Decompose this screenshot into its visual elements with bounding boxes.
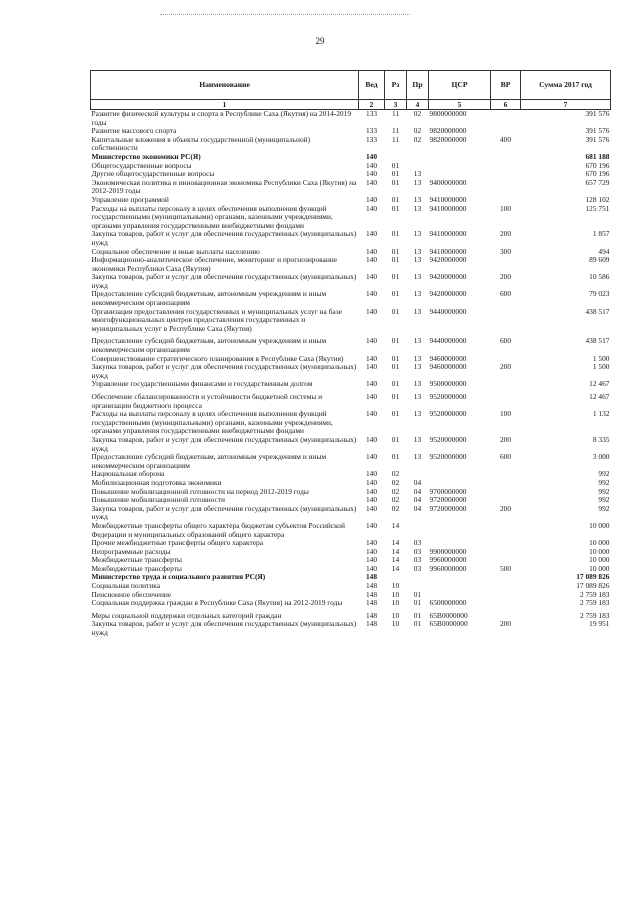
cell-rz: 01	[391, 169, 400, 179]
cell-rz: 01	[391, 306, 400, 316]
cell-name: Министерство экономики РС(Я)	[91, 151, 201, 161]
cell-csr: 9440000000	[429, 336, 467, 346]
cell-sum: 3 000	[592, 452, 610, 462]
cell-pr: 13	[413, 362, 422, 372]
cell-sum: 8 335	[592, 434, 610, 444]
cell-vr	[491, 522, 521, 539]
cell-sum: 657 729	[585, 177, 610, 187]
cell-vr	[491, 591, 521, 600]
cell-sum: 10 000	[589, 520, 610, 530]
cell-rz: 01	[391, 272, 400, 282]
cell-csr: 9960000000	[429, 563, 467, 573]
cell-rz: 01	[391, 194, 400, 204]
cell-ved: 140	[365, 255, 378, 265]
cell-name: Экономическая политика и инновационная экономика Республики Саха (Якутия) на 2012-2019 годы	[91, 177, 357, 196]
cell-ved: 140	[365, 495, 378, 505]
cell-name: Социальная политика	[91, 581, 161, 591]
cell-pr: 01	[413, 619, 422, 629]
cell-rz: 14	[391, 520, 400, 530]
cell-pr: 13	[413, 246, 422, 256]
cell-rz: 10	[391, 619, 400, 629]
cell-sum: 391 576	[585, 134, 610, 144]
cell-pr: 13	[413, 289, 422, 299]
cell-ved: 140	[365, 194, 378, 204]
cell-vr: 400	[499, 134, 512, 144]
cell-name: Управление программой	[91, 194, 169, 204]
cell-sum: 1 857	[592, 229, 610, 239]
cell-csr: 9420000000	[429, 289, 467, 299]
cell-sum: 10 000	[589, 563, 610, 573]
cell-rz: 02	[391, 495, 400, 505]
cell-vr: 200	[499, 503, 512, 513]
cell-ved: 140	[365, 203, 378, 213]
cell-sum: 1 500	[592, 362, 610, 372]
cell-name: Повышение мобилизационной готовности	[91, 495, 226, 505]
cell-csr: 9410000000	[429, 229, 467, 239]
cell-pr: 04	[413, 477, 422, 487]
cell-name: Организация предоставления государственных и муниципальных услуг на базе многофункциональных центров предоставления государственных и муниципальных услуг в Республике Саха (Якутия)	[91, 306, 342, 333]
cell-rz: 01	[391, 177, 400, 187]
cell-vr	[491, 573, 521, 582]
cell-csr: 9410000000	[429, 246, 467, 256]
cell-ved: 148	[365, 598, 378, 608]
cell-rz: 01	[391, 362, 400, 372]
cell-pr: 03	[413, 563, 422, 573]
cell-vr	[491, 308, 521, 334]
cell-rz: 01	[391, 452, 400, 462]
cell-ved: 140	[365, 392, 378, 401]
cell-name: Закупка товаров, работ и услуг для обеспечения государственных (муниципальных) нужд	[91, 434, 357, 453]
cell-pr: 13	[413, 434, 422, 444]
cell-vr	[491, 470, 521, 479]
cell-ved: 148	[365, 572, 378, 582]
cell-csr: 9720000000	[429, 503, 467, 513]
cell-rz: 10	[391, 610, 400, 620]
cell-rz: 10	[391, 589, 400, 599]
cell-ved: 133	[365, 126, 378, 136]
table-row	[91, 599, 611, 608]
cell-vr: 100	[499, 203, 512, 213]
cell-pr: 01	[413, 610, 422, 620]
cell-name: Меры социальной поддержки отдельных категорий граждан	[91, 610, 282, 620]
cell-ved: 148	[365, 581, 378, 591]
cell-vr: 500	[499, 563, 512, 573]
cell-ved: 148	[365, 619, 378, 629]
cell-sum: 10 000	[589, 555, 610, 565]
cell-csr: 9460000000	[429, 362, 467, 372]
cell-vr: 200	[499, 272, 512, 282]
cell-name: Управление государственными финансами и государственным долгом	[91, 379, 313, 389]
cell-pr	[407, 522, 429, 539]
cell-pr: 13	[413, 379, 422, 389]
cell-sum: 992	[598, 477, 610, 487]
table-row	[91, 620, 611, 637]
cell-name: Закупка товаров, работ и услуг для обеспечения государственных (муниципальных) нужд	[91, 229, 357, 247]
cell-pr	[407, 573, 429, 582]
cell-sum: 670 196	[585, 160, 610, 170]
cell-sum: 17 089 826	[576, 572, 610, 582]
cell-csr: 9410000000	[429, 194, 467, 204]
cell-name: Социальная поддержка граждан в Республике Саха (Якутия) на 2012-2019 годы	[91, 598, 343, 608]
table-row	[91, 205, 611, 231]
cell-sum: 391 576	[585, 109, 610, 118]
table-row	[91, 363, 611, 380]
table-row	[91, 179, 611, 196]
header-csr: ЦСР	[429, 71, 491, 100]
cell-sum: 128 102	[585, 194, 610, 204]
column-index-row	[91, 100, 611, 110]
cell-ved: 140	[365, 336, 378, 346]
cell-rz: 01	[391, 392, 400, 401]
cell-sum: 10 000	[589, 546, 610, 556]
cell-csr: 6500000000	[429, 598, 467, 608]
cell-csr: 9960000000	[429, 555, 467, 565]
cell-ved: 140	[365, 379, 378, 389]
cell-csr: 9420000000	[429, 255, 467, 265]
cell-pr: 13	[413, 409, 422, 419]
cell-name: Предоставление субсидий бюджетным, автономным учреждениям и иным некоммерческим организациям	[91, 452, 327, 470]
cell-sum: 1 500	[592, 353, 610, 363]
cell-csr: 9700000000	[429, 486, 467, 496]
cell-pr: 02	[413, 126, 422, 136]
cell-vr	[491, 389, 521, 410]
cell-name: Общегосударственные вопросы	[91, 160, 192, 170]
cell-sum: 89 609	[589, 255, 610, 265]
cell-name: Информационно-аналитическое обеспечение, мониторинг и прогнозирование экономики Республики Саха (Якутия)	[91, 255, 338, 273]
table-row	[91, 573, 611, 582]
cell-rz: 11	[391, 109, 400, 118]
cell-rz: 11	[391, 134, 400, 144]
header-sum: Сумма 2017 год	[521, 71, 611, 100]
cell-rz: 14	[391, 546, 400, 556]
cell-ved: 140	[365, 177, 378, 187]
cell-name: Межбюджетные трансферты	[91, 555, 182, 565]
cell-vr	[491, 153, 521, 162]
cell-sum: 79 023	[589, 289, 610, 299]
cell-sum: 438 517	[585, 306, 610, 316]
cell-csr: 9420000000	[429, 272, 467, 282]
cell-ved: 140	[365, 434, 378, 444]
cell-pr: 13	[413, 336, 422, 346]
cell-vr: 200	[499, 362, 512, 372]
cell-sum: 19 951	[589, 619, 610, 629]
cell-rz: 02	[391, 486, 400, 496]
column-index: 3	[385, 100, 407, 110]
header-name: Наименование	[91, 71, 359, 100]
cell-name: Совершенствование стратегического планирования в Республике Саха (Якутия)	[91, 353, 344, 363]
cell-csr: 9520000000	[429, 452, 467, 462]
table-row	[91, 410, 611, 436]
cell-sum: 992	[598, 503, 610, 513]
cell-vr	[491, 110, 521, 128]
cell-csr: 9400000000	[429, 177, 467, 187]
cell-csr: 9440000000	[429, 306, 467, 316]
cell-csr	[429, 162, 491, 171]
column-index: 6	[491, 100, 521, 110]
cell-sum: 17 089 826	[576, 581, 610, 591]
cell-rz: 01	[391, 203, 400, 213]
cell-vr: 600	[499, 336, 512, 346]
cell-sum: 2 759 183	[579, 610, 610, 620]
table-row	[91, 380, 611, 389]
column-index: 4	[407, 100, 429, 110]
cell-vr	[491, 599, 521, 608]
cell-ved: 140	[365, 555, 378, 565]
cell-csr: 9900000000	[429, 546, 467, 556]
cell-vr: 200	[499, 619, 512, 629]
table-body	[91, 110, 611, 638]
cell-pr: 13	[413, 194, 422, 204]
cell-vr: 600	[499, 452, 512, 462]
cell-ved: 148	[365, 610, 378, 620]
cell-ved: 133	[365, 109, 378, 118]
cell-name: Повышение мобилизационной готовности на период 2012-2019 годы	[91, 486, 309, 496]
cell-sum: 12 467	[589, 392, 610, 401]
cell-rz: 01	[391, 289, 400, 299]
cell-name: Социальное обеспечение и иные выплаты населению	[91, 246, 260, 256]
table-row	[91, 290, 611, 307]
cell-pr: 01	[413, 598, 422, 608]
cell-sum: 670 196	[585, 169, 610, 179]
table-row	[91, 505, 611, 522]
cell-csr: 9720000000	[429, 495, 467, 505]
cell-sum: 992	[598, 469, 610, 479]
cell-rz: 14	[391, 538, 400, 548]
cell-ved: 140	[365, 306, 378, 316]
cell-vr	[491, 179, 521, 196]
table-row	[91, 110, 611, 128]
cell-ved: 140	[365, 151, 378, 161]
cell-name: Расходы на выплаты персоналу в целях обеспечения выполнения функций государственными (муниципальными) органами, казенными учреждениями, органами управления государственными внебюджетными фондами	[91, 409, 333, 436]
cell-rz: 02	[391, 477, 400, 487]
cell-pr: 03	[413, 555, 422, 565]
cell-vr	[491, 162, 521, 171]
table-row	[91, 308, 611, 334]
cell-csr: 9520000000	[429, 409, 467, 419]
header-ved: Вед	[359, 71, 385, 100]
cell-vr	[491, 380, 521, 389]
cell-name: Закупка товаров, работ и услуг для обеспечения государственных (муниципальных) нужд	[91, 272, 357, 290]
cell-ved: 140	[365, 452, 378, 462]
cell-vr	[491, 548, 521, 557]
cell-name: Межбюджетные трансферты	[91, 563, 182, 573]
cell-rz: 01	[391, 255, 400, 265]
cell-rz: 01	[391, 229, 400, 239]
cell-vr: 600	[499, 289, 512, 299]
cell-name: Пенсионное обеспечение	[91, 589, 172, 599]
cell-pr: 03	[413, 546, 422, 556]
cell-vr	[491, 170, 521, 179]
cell-name: Закупка товаров, работ и услуг для обеспечения государственных (муниципальных) нужд	[91, 503, 357, 522]
cell-name: Развитие физической культуры и спорта в Республике Саха (Якутия) на 2014-2019 годы	[91, 109, 352, 127]
cell-pr: 04	[413, 495, 422, 505]
cell-name: Предоставление субсидий бюджетным, автономным учреждениям и иным некоммерческим организациям	[91, 289, 327, 308]
cell-pr: 13	[413, 272, 422, 282]
scan-artifact-line	[160, 14, 410, 16]
cell-name: Другие общегосударственные вопросы	[91, 169, 215, 179]
cell-vr: 200	[499, 434, 512, 444]
cell-ved: 133	[365, 134, 378, 144]
cell-ved: 140	[365, 477, 378, 487]
cell-sum: 992	[598, 495, 610, 505]
header-rz: Рз	[385, 71, 407, 100]
cell-ved: 140	[365, 169, 378, 179]
cell-name: Закупка товаров, работ и услуг для обеспечения государственных (муниципальных) нужд	[91, 619, 357, 638]
cell-pr: 13	[413, 392, 422, 401]
cell-rz: 02	[391, 469, 400, 479]
column-index: 2	[359, 100, 385, 110]
cell-csr	[429, 470, 491, 479]
cell-pr: 13	[413, 353, 422, 363]
cell-sum: 681 188	[585, 151, 610, 161]
cell-rz: 01	[391, 246, 400, 256]
cell-rz: 10	[391, 581, 400, 591]
cell-rz: 01	[391, 379, 400, 389]
cell-ved: 140	[365, 160, 378, 170]
cell-sum: 10 000	[589, 538, 610, 548]
cell-ved: 140	[365, 503, 378, 513]
cell-pr: 13	[413, 229, 422, 239]
cell-rz: 10	[391, 598, 400, 608]
header-pr: Пр	[407, 71, 429, 100]
cell-vr	[491, 539, 521, 548]
column-index: 5	[429, 100, 491, 110]
page-number: 29	[315, 36, 325, 46]
cell-rz: 01	[391, 336, 400, 346]
cell-sum: 125 751	[585, 203, 610, 213]
table-row	[91, 436, 611, 453]
table-row	[91, 273, 611, 290]
cell-rz: 14	[391, 563, 400, 573]
cell-pr	[407, 153, 429, 162]
cell-pr: 13	[413, 255, 422, 265]
table-row	[91, 333, 611, 354]
cell-vr: 100	[499, 409, 512, 419]
cell-pr: 13	[413, 306, 422, 316]
cell-ved: 140	[365, 409, 378, 419]
cell-csr: 9500000000	[429, 379, 467, 389]
cell-csr	[429, 153, 491, 162]
cell-csr: 9520000000	[429, 392, 467, 401]
cell-rz: 01	[391, 160, 400, 170]
cell-sum: 992	[598, 486, 610, 496]
cell-rz: 01	[391, 434, 400, 444]
budget-table	[90, 70, 611, 638]
cell-csr	[429, 573, 491, 582]
cell-vr	[491, 256, 521, 273]
cell-name: Непрограммные расходы	[91, 546, 171, 556]
table-row	[91, 256, 611, 273]
table-row	[91, 389, 611, 410]
table-row	[91, 136, 611, 153]
table-row	[91, 522, 611, 539]
cell-sum: 12 467	[589, 379, 610, 389]
cell-pr: 02	[413, 134, 422, 144]
cell-pr: 02	[413, 109, 422, 118]
cell-name: Обеспечение сбалансированности и устойчивости бюджетной системы и организации бюджетного процесса	[91, 392, 323, 410]
cell-name: Национальная оборона	[91, 469, 165, 479]
cell-ved: 140	[365, 246, 378, 256]
cell-rz: 14	[391, 555, 400, 565]
cell-name: Прочие межбюджетные трансферты общего характера	[91, 538, 264, 548]
cell-ved: 140	[365, 469, 378, 479]
cell-rz: 01	[391, 353, 400, 363]
cell-vr	[491, 479, 521, 488]
cell-rz: 02	[391, 503, 400, 513]
cell-pr: 13	[413, 177, 422, 187]
cell-ved: 140	[365, 229, 378, 239]
cell-csr: 65В0000000	[429, 619, 468, 629]
cell-name: Развитие массового спорта	[91, 126, 177, 136]
cell-csr: 9520000000	[429, 434, 467, 444]
cell-ved: 140	[365, 272, 378, 282]
cell-name: Предоставление субсидий бюджетным, автономным учреждениям и иным некоммерческим организациям	[91, 336, 327, 355]
column-index: 7	[521, 100, 611, 110]
cell-csr	[429, 582, 491, 591]
cell-ved: 140	[365, 362, 378, 372]
cell-sum: 10 586	[589, 272, 610, 282]
cell-rz: 01	[391, 409, 400, 419]
cell-vr: 300	[499, 246, 512, 256]
header-vr: ВР	[491, 71, 521, 100]
cell-sum: 438 517	[585, 336, 610, 346]
cell-csr: 9460000000	[429, 353, 467, 363]
cell-ved: 140	[365, 486, 378, 496]
cell-ved: 140	[365, 520, 378, 530]
table-row	[91, 230, 611, 247]
cell-name: Мобилизационная подготовка экономики	[91, 477, 222, 487]
cell-ved: 140	[365, 563, 378, 573]
cell-pr: 13	[413, 452, 422, 462]
cell-sum: 2 759 183	[579, 589, 610, 599]
cell-csr	[429, 522, 491, 539]
cell-ved: 140	[365, 353, 378, 363]
cell-pr: 13	[413, 203, 422, 213]
cell-pr: 01	[413, 589, 422, 599]
cell-csr: 9410000000	[429, 203, 467, 213]
cell-ved: 140	[365, 538, 378, 548]
cell-vr	[491, 582, 521, 591]
cell-sum: 391 576	[585, 126, 610, 136]
cell-sum: 494	[598, 246, 610, 256]
cell-vr: 200	[499, 229, 512, 239]
cell-pr: 03	[413, 538, 422, 548]
cell-ved: 140	[365, 546, 378, 556]
cell-name: Закупка товаров, работ и услуг для обеспечения государственных (муниципальных) нужд	[91, 362, 357, 380]
table-row	[91, 453, 611, 470]
cell-sum: 1 132	[592, 409, 610, 419]
cell-name: Министерство труда и социального развития РС(Я)	[91, 572, 266, 582]
cell-pr: 04	[413, 486, 422, 496]
cell-rz: 11	[391, 126, 400, 136]
cell-pr: 04	[413, 503, 422, 513]
column-index: 1	[91, 100, 359, 110]
cell-csr: 9820000000	[429, 126, 467, 136]
cell-sum: 2 759 183	[579, 598, 610, 608]
cell-vr	[491, 488, 521, 497]
cell-name: Капитальные вложения в объекты государственной (муниципальной) собственности	[91, 134, 311, 153]
cell-ved: 140	[365, 289, 378, 299]
cell-name: Межбюджетные трансферты общего характера бюджетам субъектов Российской Федерации и муниципальных образований общего характера	[91, 520, 345, 539]
cell-csr: 9820000000	[429, 134, 467, 144]
cell-ved: 148	[365, 589, 378, 599]
cell-name: Расходы на выплаты персоналу в целях обеспечения выполнения функций государственными (муниципальными) органами, казенными учреждениями, органами управления государственными внебюджетными фондами	[91, 203, 333, 230]
cell-csr: 9800000000	[429, 109, 467, 118]
cell-csr: 65В0000000	[429, 610, 468, 620]
cell-pr: 13	[413, 169, 422, 179]
